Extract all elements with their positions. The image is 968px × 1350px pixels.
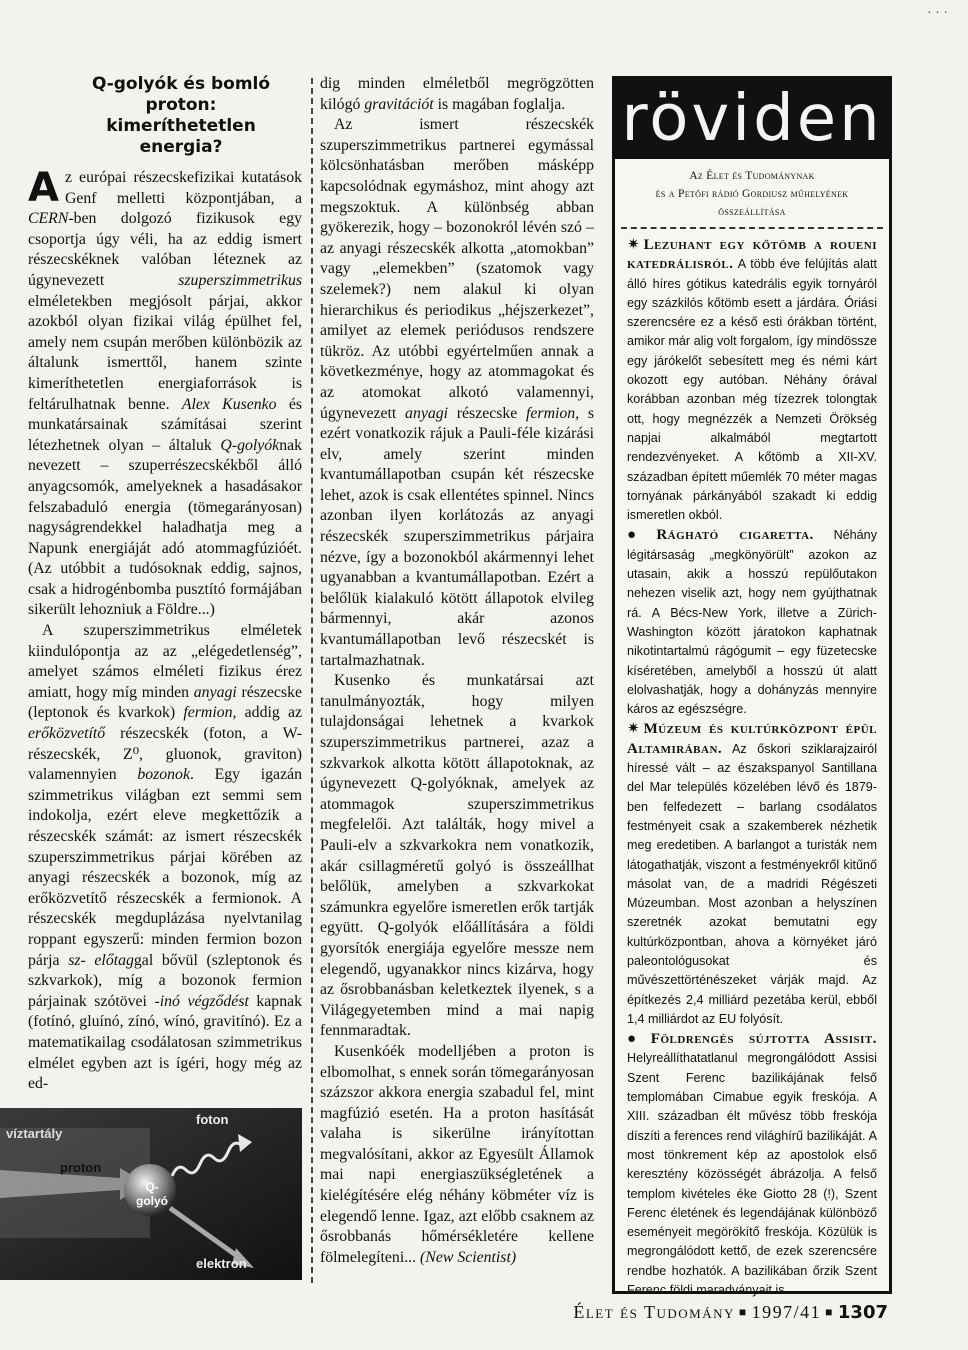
text-segment: erőközvetítő: [28, 725, 106, 743]
article-body-col2: [320, 74, 594, 1268]
separator-icon: ■: [738, 1305, 748, 1319]
water-tank-label: víztartály: [6, 1126, 63, 1141]
news-item: [627, 1029, 877, 1300]
paragraph: [320, 1042, 594, 1269]
text-segment: Kusenko és munkatársai azt tanulmányozták, hogy milyen tulajdonságai lehetnek a kvarkok szuperszimmetrikus partnerei, azaz a szkvarkok alkotta kötött állapotoknak, az úgynevezett Q-golyóknak, amelyek az atommagok szuperszimmetrikus megfelelői. Azt találták, hogy mivel a Pauli-elv a szkvarkokra nem vonatkozik, akár csillagméretű golyó is összeállhat belőlük, amelyben a szkvarkokat számunkra egyelőre ismeretlen erők tartják együtt. Q-golyók előállítására a földi gyorsítók energiája egyelőre messze nem elegendő, ugyanakkor nincs kizárva, hogy az ősrobbanásban keletkeztek ilyenek, s a Világegyetemben mind a mai napig fennmaradtak.: [320, 672, 594, 1040]
article-body-col1: [28, 165, 302, 1095]
news-body: Helyreállíthatatlanul megrongálódott Assisi Szent Ferenc bazilikájának felső templomában Cimabue egyik freskója. A XIII. században élt művész több freskója díszíti a ferences rend világhírű bazilikáját. A most tönkrement kép az apostolok első keresztény közösségét ábrázolja. A felső templom kivételes éke Giotto 28 (!), Szent Ferenc életének és legendájának különböző eseményeit megörökítő freskója. Közülük is megrongálódott kettő, de ezek szerencsére rendbe hozhatók. A bazilikában őrzik Szent Ferenc földi maradványait is.: [627, 1051, 877, 1298]
text-segment: Alex Kusenko: [181, 395, 277, 413]
text-segment: s ezért vonatkozik rájuk a Pauli-féle kizárási elv, amely szerint minden kvantumállapotban csupán két részecske lehet, azok is csak ellentétes spinnel. Nincs azonban ilyen korlátozás az anyagi részecskék szuperszimmetrikus párjaira nézve, így a bozonokból akármennyi lehet ugyanabban a kvantumállapotban. Ezért a belőlük kialakuló kötött állapotok elvileg bármennyi, akár azonos kvantumállapotban levő részecskét is tartalmazhatnak.: [320, 404, 594, 669]
text-segment: szuperszimmetrikus: [178, 271, 302, 289]
text-segment: A szuperszimmetrikus elméletek kiindulópontja az az „elégedetlenség”, amelyet számos elméleti fizikus érez amiatt, hogy míg minden: [28, 622, 302, 701]
text-segment: (New Scientist): [420, 1248, 517, 1266]
bullet-circle-icon: ●: [627, 1030, 647, 1048]
text-segment: részecskék (foton, a W-részecskék, Z⁰, gluonok, graviton) valamennyien: [28, 725, 302, 784]
photon-label: foton: [196, 1112, 229, 1127]
bullet-star-icon: ✷: [627, 720, 640, 738]
article-title: Q-golyók és bomló proton: kimeríthetetlen energia?: [91, 74, 271, 157]
text-segment: kapnak (fotínó, gluínó, zínó, wínó, gravitínó). Ez a matematikailag csodálatosan szimmetrikus elmélet egyben azt is ígéri, hogy még az ed-: [28, 992, 302, 1093]
text-segment: részecske: [448, 404, 527, 422]
credits-line-2: és a Petőfi rádió Gordiusz műhelyének: [655, 188, 849, 200]
qball-label: Q-golyó: [136, 1180, 168, 1208]
paragraph: [320, 74, 594, 115]
news-body: Néhány légitársaság „megkönyörült” azokon az utasain, akik a hosszú repülőutakon nehezen viselik azt, hogy nem gyújthatnak rá. A Bécs-New York, illetve a Zürich-Washington között járatokon kaphatnak nikotintartalmú rágógumit – egy füzetecske kíséretében, amelyből a hosszú út alatt elolvashatják, hogy a dohányzás mennyire káros az egészségre.: [627, 528, 877, 717]
paragraph: [320, 115, 594, 671]
news-body: Az őskori sziklarajzairól híressé vált – az északspanyol Santillana del Mar település közelében lévő és 1879-ben felfedezett – barlang csodálatos festményeit csak a szakemberek nézhetik meg eredetiben. A barlangot a turisták nem látogathatják, viszont a festményekről kitűnő másolat van, de a madridi Régészeti Múzeumban. Most azonban a helyszínen szeretnék azokat bemutatni egy kultúrközpontban, ahova a környéket járó paleontológusokat és művészettörténészeket várják majd. Az építkezés 2,4 milliárd pezetába kerül, ebből 1,4 milliárdot az EU folyósít.: [627, 741, 877, 1026]
news-sidebar: [612, 76, 892, 1298]
text-segment: CERN: [28, 210, 69, 228]
text-segment: -inó végződést: [154, 992, 249, 1010]
news-list: [627, 235, 877, 1300]
page-number: 1307: [837, 1302, 888, 1323]
credits-line-1: Az Élet és Tudománynak: [689, 170, 815, 182]
qball-diagram: [0, 1108, 302, 1280]
sidebar-divider: [621, 227, 883, 229]
text-segment: és munkatársainak számításai szerint létezhetnek olyan – általuk: [28, 395, 302, 454]
text-segment: gal bővül (szleptonok és szkvarkok), míg a bozonok fermion párjainak szótövei: [28, 951, 302, 1010]
issue-number: 1997/41: [751, 1302, 822, 1322]
corner-marks: · · ·: [927, 6, 948, 21]
paragraph: [28, 165, 302, 621]
proton-label: proton: [60, 1160, 102, 1175]
journal-name: Élet és Tudomány: [573, 1302, 735, 1322]
text-segment: Kusenkóék modelljében a proton is elbomolhat, s ennek során tömegarányosan százszor akkora energia szabadul fel, mint magfúzió esetén. Ha a proton hasítását valaha is sikerülne irányítottan megvalósítani, akkor az Egyesült Államok mai napi energiaszükségletének a kielégítésére elég néhány köbméter víz is elegendő lenne. Igaz, azt előbb csaknem az ősrobbanás hőmérsékletére kellene fölmelegíteni...: [320, 1042, 594, 1266]
text-segment: fermion,: [183, 704, 237, 722]
drop-cap: A: [28, 165, 59, 211]
news-headline: Rágható cigaretta.: [656, 527, 814, 544]
sidebar-banner: röviden: [615, 79, 889, 159]
separator-icon: ■: [825, 1305, 834, 1319]
text-segment: addig az: [236, 704, 302, 722]
article-column-1: [28, 74, 302, 1095]
bullet-star-icon: ✷: [627, 236, 640, 253]
article-column-2: [320, 74, 594, 1268]
text-segment: nak nevezett – szuperrészecskékből álló anyagcsomók, amelyeknek a hasadásakor felszabaduló energia (tömegarányosan) nagyságrendekkel haladhatja meg a Napunk energiáját adó atommagfúzióét. (Az utóbbit a tudósoknak eddig, sajnos, csak a hidrogénbomba pusztító formájában sikerült lehozniuk a Földre...): [28, 436, 302, 619]
paragraph: [28, 621, 302, 1095]
text-segment: bozonok: [137, 766, 190, 784]
text-segment: dig minden elméletből megrögzötten kilógó: [320, 75, 594, 113]
text-segment: gravitációt: [364, 95, 434, 113]
text-segment: is magában foglalja.: [433, 95, 566, 113]
bullet-circle-icon: ●: [627, 526, 653, 544]
page-footer: [573, 1302, 888, 1323]
news-headline: Földrengés sújtotta Assisit.: [650, 1031, 877, 1048]
news-headline: Lezuhant egy kőtömb a roueni katedrálisról.: [627, 237, 877, 273]
news-item: [627, 525, 877, 719]
text-segment: anyagi: [193, 683, 237, 701]
text-segment: Q-golyók: [220, 436, 280, 454]
column-divider: [311, 78, 313, 1283]
text-segment: Az ismert részecskék szuperszimmetrikus partnerei egymással kölcsönhatásban merőben másképp kapcsolódnak egymáshoz, mint ahogy azt megszoktuk. A különbség abban gyökerezik, hogy – bozonokról lévén szó – az anyagi részecskék alkotta „atomokban” vagy „elemekben” (szatomok vagy szelemek?) nem alakul ki olyan hierarchikus és periodikus „héjszerkezet”, amilyet az elemek periódusos rendszere tükröz. Az utóbbi egyértelműen annak a következménye, hogy az atommagokat és az atomokat alkotó valamennyi, úgynevezett: [320, 116, 594, 422]
news-item: [627, 719, 877, 1029]
text-segment: z európai részecskefizikai kutatások Genf melletti központjában, a: [64, 169, 302, 207]
text-segment: -ben dolgozó fizikusok egy csoportja úgy véli, ha az eddig ismert részecskéknek valóban léteznek az úgynevezett: [28, 210, 302, 289]
news-body: A több éve felújítás alatt álló híres gótikus katedrális egyik tornyáról egy százkilós kőtömb esett a járdára. Óriási szerencsére ez a késő esti órákban történt, amikor már alig volt forgalom, így mindössze egy járókelőt sebesített meg és némi kárt okozott egy autóban. Néhány órával korábban azonban még tízezrek tolongtak ott, hogy megnézzék a Nemzeti Örökség napjai alkalmából megtartott rendezvényeket. A kőtömb a XII-XV. században épített műemlék 70 méter magas tornyának párkányából szakadt ki eddig ismeretlen okból.: [627, 257, 877, 523]
text-segment: fermion,: [526, 404, 580, 422]
text-segment: sz- előtag: [68, 951, 134, 969]
sidebar-credits: [621, 167, 883, 221]
paragraph: [320, 671, 594, 1042]
text-segment: anyagi: [405, 404, 449, 422]
text-segment: elméletekben megjósolt párjai, akkor azokból olyan fizikai világ épülhet fel, amely nem csupán merőben különbözik az általunk ismerttől, hanem szinte kimeríthetetlen energiaforrások is feltárulhatnak benne.: [28, 292, 302, 413]
news-headline: Múzeum és kultúrközpont épül Altamirában.: [627, 721, 877, 757]
text-segment: részecske (leptonok és kvarkok): [28, 683, 302, 722]
news-item: [627, 235, 877, 525]
text-segment: . Egy igazán szimmetrikus világban ezt semmi sem indokolja, ezért eleve megkettőzik a részecskék számát: az ismert részecskék szuperszimmetrikus párjai körében az anyagi részecskék a bozonok, míg az erőközvetítő részecskék a fermionok. A részecskék megduplázása nyelvtanilag roppant egyszerű: minden fermion bozon párja: [28, 766, 302, 969]
credits-line-3: összeállítása: [718, 206, 786, 218]
electron-label: elektron: [196, 1256, 247, 1271]
